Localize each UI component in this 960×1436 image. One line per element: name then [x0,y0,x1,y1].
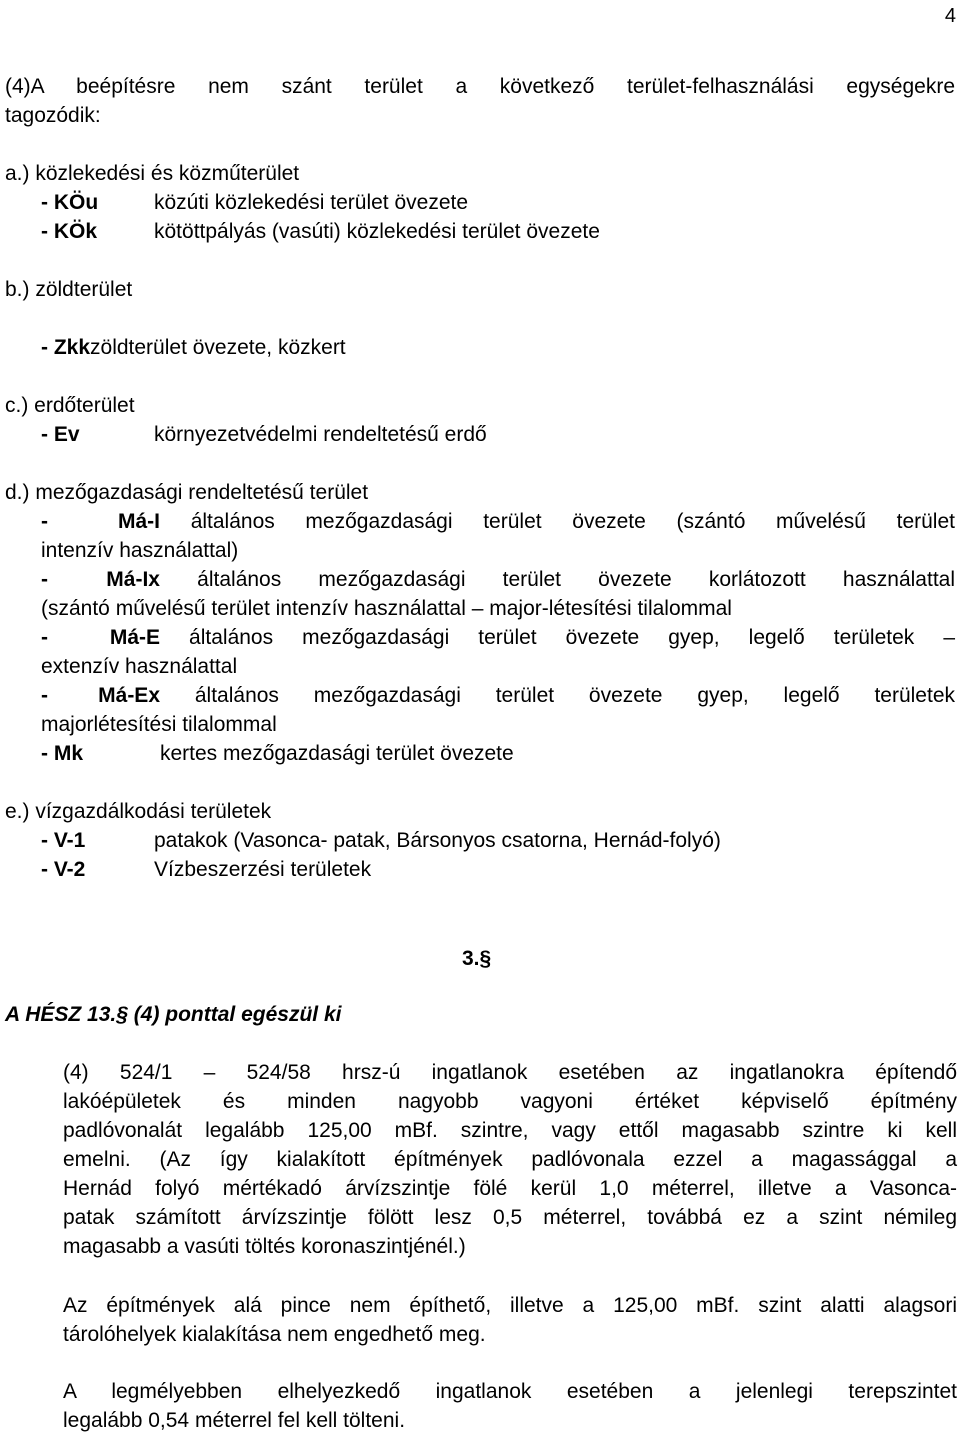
zone-description: általános mezőgazdasági terület övezete gyep, legelő területek [194,684,955,707]
zone-row [5,855,955,884]
paragraph-line: legalább 0,54 méterrel fel kell tölteni. [63,1409,406,1432]
zone-row [5,826,955,855]
paragraph-line: tárolóhelyek kialakítása nem engedhető meg. [63,1323,486,1346]
section-b-row [5,333,955,362]
zone-description: általános mezőgazdasági terület övezete (szántó művelésű terület [190,510,955,533]
zone-line [41,565,955,594]
zone-description: közúti közlekedési terület övezete [154,191,469,214]
zone-code: - Mk [41,742,83,765]
section-a [5,159,955,246]
paragraph-line: Az építmények alá pince nem építhető, illetve a 125,00 mBf. szint alatti alagsori [63,1294,957,1317]
section-e-title: e.) vízgazdálkodási területek [5,800,272,823]
zone-description-cont: intenzív használattal) [41,539,239,562]
zone-code: - Má-E [41,626,160,649]
zone-line [41,507,955,536]
zone-description: patakok (Vasonca- patak, Bársonyos csatorna, Hernád-folyó) [154,829,721,852]
paragraph-line: patak számított árvízszintje fölött lesz 0,5 méterrel, továbbá ez a szint némileg [63,1206,957,1229]
section-d-title: d.) mezőgazdasági rendeltetésű terület [5,481,369,504]
zone-description: Vízbeszerzési területek [154,858,372,881]
zone-entry-mk [5,739,955,768]
section-b-title: b.) zöldterület [5,278,133,301]
zone-description: környezetvédelmi rendeltetésű erdő [154,423,487,446]
zone-description: általános mezőgazdasági terület övezete korlátozott használattal [197,568,955,591]
zone-description-cont: extenzív használattal [41,655,238,678]
paragraph-line: emelni. (Az így kialakított építmények padlóvonala ezzel a magassággal a [63,1148,957,1171]
section-d [5,478,955,768]
zone-description: kötöttpályás (vasúti) közlekedési terület övezete [154,220,600,243]
zone-entry-maex [5,681,955,739]
amendment-paragraph-2 [63,1291,957,1349]
section-c [5,391,955,449]
section-c-title: c.) erdőterület [5,394,135,417]
amendment-paragraph-3 [63,1377,957,1435]
intro-paragraph [5,72,955,130]
paragraph-line: padlóvonalát legalább 125,00 mBf. szintre, vagy ettől magasabb szintre ki kell [63,1119,957,1142]
intro-line-1: (4)A beépítésre nem szánt terület a következő terület-felhasználási egységekre [5,75,955,98]
zone-code: - V-1 [41,829,86,852]
amendment-paragraph-1 [63,1058,957,1261]
zone-code: - Má-Ix [41,568,160,591]
zone-description: kertes mezőgazdasági terület övezete [160,742,514,765]
zone-code: - KÖk [41,220,98,243]
paragraph-line: lakóépületek és minden nagyobb vagyoni értéket képviselő építmény [63,1090,957,1113]
paragraph-line: magasabb a vasúti töltés koronaszintjénél.) [63,1235,466,1258]
paragraph-line: A legmélyebben elhelyezkedő ingatlanok esetében a jelenlegi terepszintet [63,1380,957,1403]
zone-row [5,188,955,217]
section-a-title: a.) közlekedési és közműterület [5,162,300,185]
section-b [5,275,955,304]
intro-line-2: tagozódik: [5,104,101,127]
zone-row [5,420,955,449]
zone-code: - Ev [41,423,80,446]
zone-entry-mae [5,623,955,681]
zone-row [5,333,955,362]
amendment-heading: A HÉSZ 13.§ (4) ponttal egészül ki [5,1003,342,1026]
zone-description: általános mezőgazdasági terület övezete gyep, legelő területek – [189,626,955,649]
paragraph-line: (4) 524/1 – 524/58 hrsz-ú ingatlanok esetében az ingatlanokra építendő [63,1061,957,1084]
zone-code: - KÖu [41,191,99,214]
page-number: 4 [944,5,956,27]
zone-description-cont: (szántó művelésű terület intenzív használattal – major-létesítési tilalommal [41,597,732,620]
zone-description-cont: majorlétesítési tilalommal [41,713,277,736]
zone-row [5,217,955,246]
zone-code: - Má-Ex [41,684,160,707]
zone-entry-mai [5,507,955,565]
zone-code: - Má-I [41,510,160,533]
section-number: 3.§ [462,947,492,970]
zone-entry-maix [5,565,955,623]
section-e [5,797,955,884]
paragraph-line: Hernád folyó mértékadó árvízszintje fölé kerül 1,0 méterrel, illetve a Vasonca- [63,1177,957,1200]
zone-line [41,681,955,710]
zone-code: - V-2 [41,858,86,881]
zone-description: zöldterület övezete, közkert [90,336,346,359]
zone-code: - Zkk [41,336,91,359]
zone-line [41,623,955,652]
